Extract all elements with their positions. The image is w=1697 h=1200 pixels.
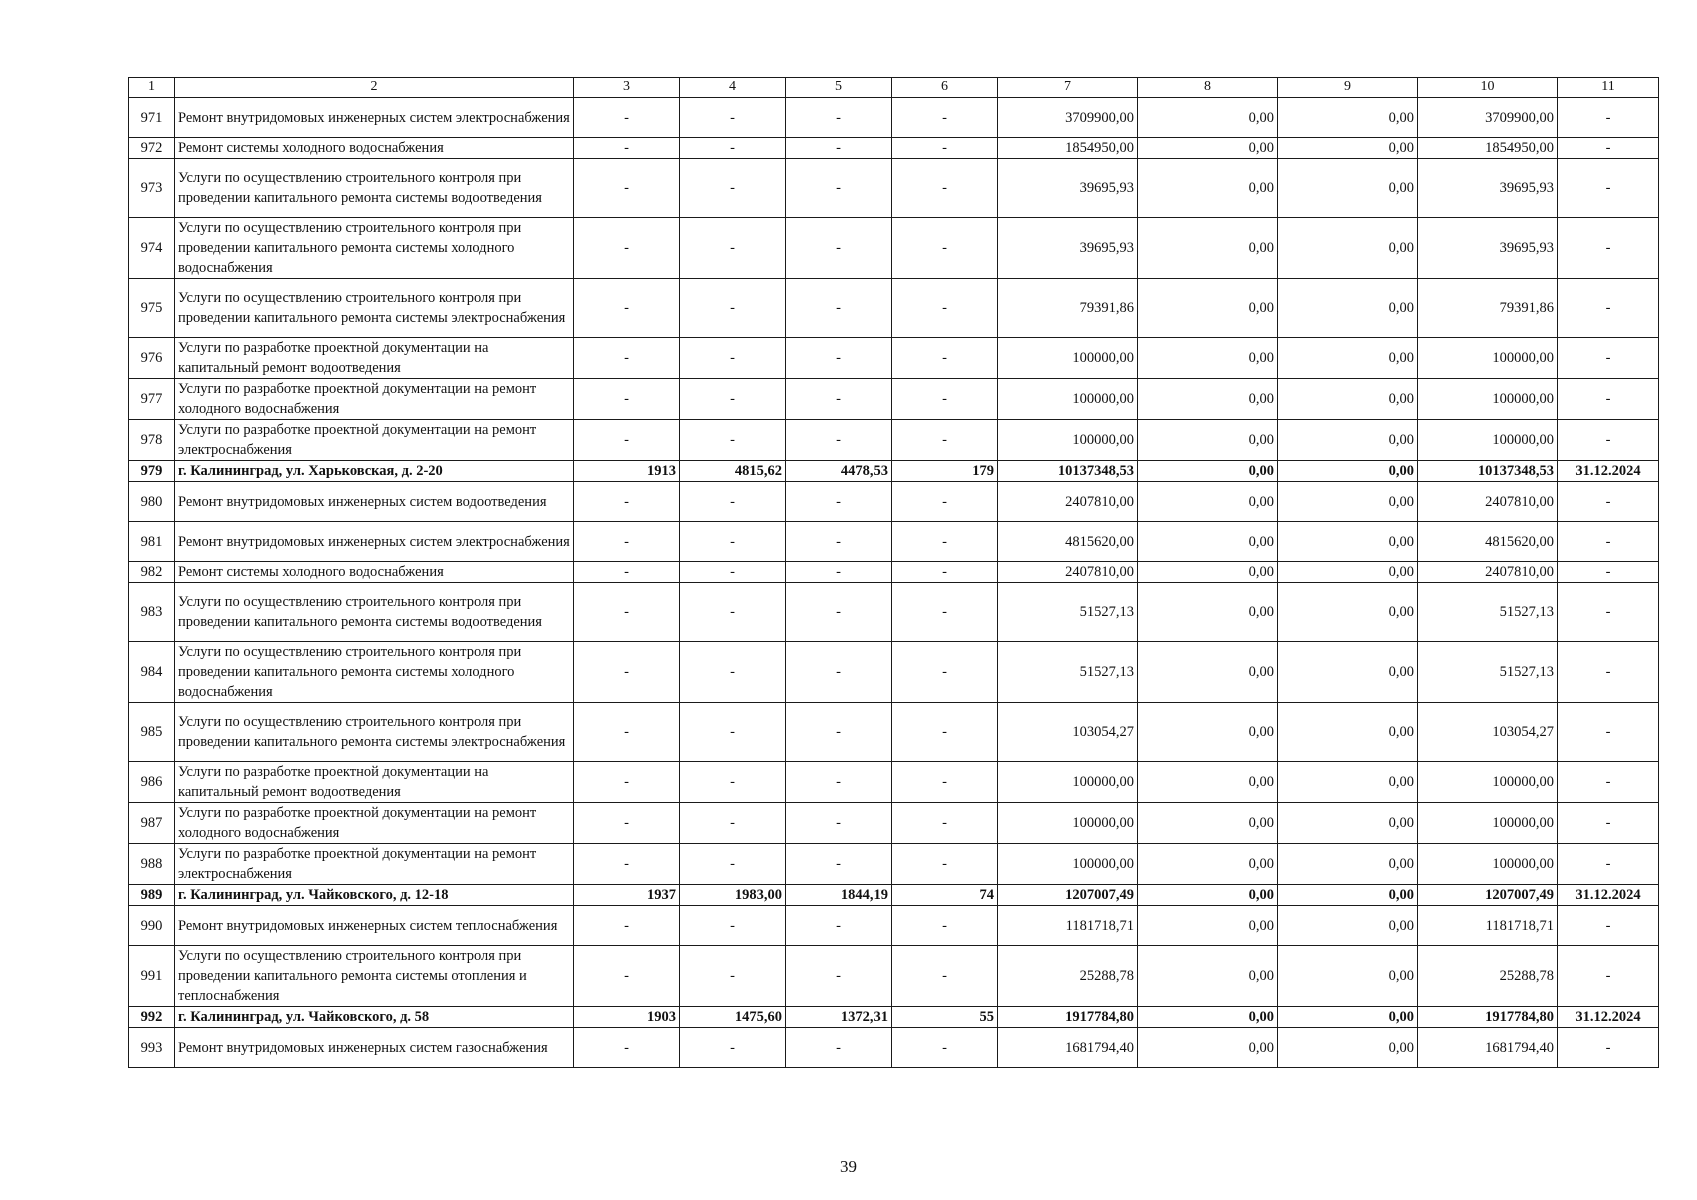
col8-cell: 0,00 — [1138, 279, 1278, 338]
col10-cell: 1681794,40 — [1418, 1028, 1558, 1068]
table-row — [129, 583, 1659, 642]
col6-cell: 74 — [892, 885, 998, 906]
col3-cell: - — [574, 946, 680, 1007]
col11-cell: - — [1558, 762, 1659, 803]
row-number-cell: 978 — [129, 420, 175, 461]
table-row — [129, 98, 1659, 138]
col6-cell: - — [892, 946, 998, 1007]
table-row — [129, 420, 1659, 461]
col4-cell: - — [680, 379, 786, 420]
col6-cell: - — [892, 642, 998, 703]
col5-cell: - — [786, 522, 892, 562]
col6-cell: 55 — [892, 1007, 998, 1028]
work-name-cell: Услуги по осуществлению строительного контроля при проведении капитального ремонта системы электроснабжения — [175, 279, 574, 338]
col7-cell: 3709900,00 — [998, 98, 1138, 138]
work-name-cell: Ремонт системы холодного водоснабжения — [175, 562, 574, 583]
col7-cell: 4815620,00 — [998, 522, 1138, 562]
col6-cell: - — [892, 482, 998, 522]
work-name-cell: Услуги по разработке проектной документации на ремонт электроснабжения — [175, 420, 574, 461]
work-name-cell: Услуги по разработке проектной документации на капитальный ремонт водоотведения — [175, 338, 574, 379]
col3-cell: - — [574, 562, 680, 583]
work-name-cell: Ремонт внутридомовых инженерных систем теплоснабжения — [175, 906, 574, 946]
col11-cell: - — [1558, 279, 1659, 338]
col8-cell: 0,00 — [1138, 98, 1278, 138]
col9-cell: 0,00 — [1278, 420, 1418, 461]
row-number-cell: 986 — [129, 762, 175, 803]
row-number-cell: 984 — [129, 642, 175, 703]
col11-cell: - — [1558, 583, 1659, 642]
col3-cell: - — [574, 482, 680, 522]
address-row — [129, 461, 1659, 482]
col8-cell: 0,00 — [1138, 218, 1278, 279]
col4-cell: - — [680, 583, 786, 642]
col7-cell: 103054,27 — [998, 703, 1138, 762]
col10-cell: 1181718,71 — [1418, 906, 1558, 946]
row-number-cell: 983 — [129, 583, 175, 642]
col11-cell: - — [1558, 420, 1659, 461]
col4-cell: - — [680, 218, 786, 279]
col4-cell: 1983,00 — [680, 885, 786, 906]
col4-cell: - — [680, 762, 786, 803]
col6-cell: - — [892, 906, 998, 946]
table-row — [129, 642, 1659, 703]
col8-cell: 0,00 — [1138, 803, 1278, 844]
col10-cell: 1207007,49 — [1418, 885, 1558, 906]
header-cell: 7 — [998, 78, 1138, 98]
col5-cell: - — [786, 482, 892, 522]
col3-cell: - — [574, 138, 680, 159]
header-cell: 1 — [129, 78, 175, 98]
header-cell: 2 — [175, 78, 574, 98]
header-cell: 3 — [574, 78, 680, 98]
row-number-cell: 971 — [129, 98, 175, 138]
col9-cell: 0,00 — [1278, 906, 1418, 946]
col11-cell: - — [1558, 844, 1659, 885]
col11-cell: - — [1558, 906, 1659, 946]
col6-cell: - — [892, 562, 998, 583]
work-name-cell: Ремонт внутридомовых инженерных систем электроснабжения — [175, 98, 574, 138]
header-cell: 10 — [1418, 78, 1558, 98]
col7-cell: 100000,00 — [998, 844, 1138, 885]
col8-cell: 0,00 — [1138, 906, 1278, 946]
col4-cell: - — [680, 279, 786, 338]
col7-cell: 51527,13 — [998, 642, 1138, 703]
col5-cell: - — [786, 803, 892, 844]
col3-cell: - — [574, 522, 680, 562]
col4-cell: - — [680, 420, 786, 461]
page-number: 39 — [840, 1157, 857, 1176]
col10-cell: 100000,00 — [1418, 762, 1558, 803]
col3-cell: 1903 — [574, 1007, 680, 1028]
col9-cell: 0,00 — [1278, 946, 1418, 1007]
col10-cell: 79391,86 — [1418, 279, 1558, 338]
header-cell: 9 — [1278, 78, 1418, 98]
col8-cell: 0,00 — [1138, 461, 1278, 482]
col5-cell: - — [786, 98, 892, 138]
col4-cell: - — [680, 1028, 786, 1068]
work-name-cell: Услуги по разработке проектной документации на ремонт холодного водоснабжения — [175, 379, 574, 420]
col10-cell: 100000,00 — [1418, 844, 1558, 885]
col4-cell: - — [680, 98, 786, 138]
col8-cell: 0,00 — [1138, 844, 1278, 885]
col11-cell: - — [1558, 703, 1659, 762]
col6-cell: - — [892, 218, 998, 279]
col6-cell: - — [892, 138, 998, 159]
header-cell: 8 — [1138, 78, 1278, 98]
col7-cell: 1181718,71 — [998, 906, 1138, 946]
table-body — [129, 78, 1659, 1068]
col9-cell: 0,00 — [1278, 583, 1418, 642]
col3-cell: - — [574, 218, 680, 279]
col6-cell: - — [892, 583, 998, 642]
col4-cell: - — [680, 946, 786, 1007]
col6-cell: - — [892, 338, 998, 379]
col11-cell: - — [1558, 522, 1659, 562]
col8-cell: 0,00 — [1138, 379, 1278, 420]
col7-cell: 10137348,53 — [998, 461, 1138, 482]
table-row — [129, 279, 1659, 338]
col11-cell: - — [1558, 159, 1659, 218]
column-number-header-row — [129, 78, 1659, 98]
work-name-cell: г. Калининград, ул. Чайковского, д. 12-18 — [175, 885, 574, 906]
col10-cell: 1854950,00 — [1418, 138, 1558, 159]
row-number-cell: 989 — [129, 885, 175, 906]
col9-cell: 0,00 — [1278, 703, 1418, 762]
col5-cell: - — [786, 583, 892, 642]
col9-cell: 0,00 — [1278, 762, 1418, 803]
col5-cell: 1372,31 — [786, 1007, 892, 1028]
col3-cell: 1913 — [574, 461, 680, 482]
work-name-cell: Услуги по разработке проектной документации на ремонт холодного водоснабжения — [175, 803, 574, 844]
col5-cell: - — [786, 138, 892, 159]
col4-cell: - — [680, 522, 786, 562]
col10-cell: 103054,27 — [1418, 703, 1558, 762]
col8-cell: 0,00 — [1138, 762, 1278, 803]
col7-cell: 100000,00 — [998, 803, 1138, 844]
col6-cell: - — [892, 522, 998, 562]
table-row — [129, 482, 1659, 522]
work-name-cell: Услуги по осуществлению строительного контроля при проведении капитального ремонта системы холодного водоснабжения — [175, 218, 574, 279]
header-cell: 11 — [1558, 78, 1659, 98]
col6-cell: 179 — [892, 461, 998, 482]
col8-cell: 0,00 — [1138, 1028, 1278, 1068]
row-number-cell: 987 — [129, 803, 175, 844]
col6-cell: - — [892, 844, 998, 885]
col7-cell: 39695,93 — [998, 159, 1138, 218]
col5-cell: 4478,53 — [786, 461, 892, 482]
col5-cell: - — [786, 159, 892, 218]
row-number-cell: 982 — [129, 562, 175, 583]
header-cell: 6 — [892, 78, 998, 98]
col9-cell: 0,00 — [1278, 1028, 1418, 1068]
col5-cell: - — [786, 1028, 892, 1068]
col4-cell: - — [680, 703, 786, 762]
col10-cell: 100000,00 — [1418, 379, 1558, 420]
row-number-cell: 988 — [129, 844, 175, 885]
table-row — [129, 338, 1659, 379]
col5-cell: - — [786, 642, 892, 703]
table-row — [129, 762, 1659, 803]
col3-cell: - — [574, 906, 680, 946]
col7-cell: 51527,13 — [998, 583, 1138, 642]
col4-cell: - — [680, 338, 786, 379]
col9-cell: 0,00 — [1278, 642, 1418, 703]
col8-cell: 0,00 — [1138, 946, 1278, 1007]
col7-cell: 1854950,00 — [998, 138, 1138, 159]
col11-cell: - — [1558, 338, 1659, 379]
col10-cell: 3709900,00 — [1418, 98, 1558, 138]
col10-cell: 10137348,53 — [1418, 461, 1558, 482]
work-name-cell: г. Калининград, ул. Чайковского, д. 58 — [175, 1007, 574, 1028]
col10-cell: 39695,93 — [1418, 159, 1558, 218]
col11-cell: - — [1558, 803, 1659, 844]
row-number-cell: 985 — [129, 703, 175, 762]
col10-cell: 100000,00 — [1418, 420, 1558, 461]
col5-cell: - — [786, 218, 892, 279]
col5-cell: - — [786, 562, 892, 583]
col6-cell: - — [892, 703, 998, 762]
row-number-cell: 990 — [129, 906, 175, 946]
row-number-cell: 979 — [129, 461, 175, 482]
col10-cell: 2407810,00 — [1418, 562, 1558, 583]
col9-cell: 0,00 — [1278, 844, 1418, 885]
col6-cell: - — [892, 420, 998, 461]
col4-cell: - — [680, 138, 786, 159]
col3-cell: - — [574, 338, 680, 379]
col6-cell: - — [892, 762, 998, 803]
col3-cell: - — [574, 379, 680, 420]
col3-cell: 1937 — [574, 885, 680, 906]
col6-cell: - — [892, 803, 998, 844]
col11-cell: 31.12.2024 — [1558, 885, 1659, 906]
col8-cell: 0,00 — [1138, 482, 1278, 522]
row-number-cell: 973 — [129, 159, 175, 218]
work-name-cell: Ремонт системы холодного водоснабжения — [175, 138, 574, 159]
col7-cell: 1917784,80 — [998, 1007, 1138, 1028]
work-name-cell: Услуги по осуществлению строительного контроля при проведении капитального ремонта системы водоотведения — [175, 159, 574, 218]
col7-cell: 2407810,00 — [998, 562, 1138, 583]
col4-cell: 4815,62 — [680, 461, 786, 482]
col10-cell: 4815620,00 — [1418, 522, 1558, 562]
col8-cell: 0,00 — [1138, 885, 1278, 906]
table-row — [129, 138, 1659, 159]
table-row — [129, 522, 1659, 562]
col8-cell: 0,00 — [1138, 642, 1278, 703]
table-row — [129, 218, 1659, 279]
address-row — [129, 1007, 1659, 1028]
col3-cell: - — [574, 703, 680, 762]
col9-cell: 0,00 — [1278, 562, 1418, 583]
col9-cell: 0,00 — [1278, 482, 1418, 522]
header-cell: 4 — [680, 78, 786, 98]
col11-cell: - — [1558, 642, 1659, 703]
col5-cell: - — [786, 279, 892, 338]
col8-cell: 0,00 — [1138, 703, 1278, 762]
col10-cell: 39695,93 — [1418, 218, 1558, 279]
row-number-cell: 976 — [129, 338, 175, 379]
col9-cell: 0,00 — [1278, 461, 1418, 482]
col5-cell: - — [786, 703, 892, 762]
col11-cell: 31.12.2024 — [1558, 1007, 1659, 1028]
work-name-cell: Услуги по разработке проектной документации на капитальный ремонт водоотведения — [175, 762, 574, 803]
col8-cell: 0,00 — [1138, 338, 1278, 379]
table-row — [129, 946, 1659, 1007]
table-row — [129, 562, 1659, 583]
row-number-cell: 974 — [129, 218, 175, 279]
col6-cell: - — [892, 379, 998, 420]
work-name-cell: г. Калининград, ул. Харьковская, д. 2-20 — [175, 461, 574, 482]
col7-cell: 2407810,00 — [998, 482, 1138, 522]
col4-cell: - — [680, 906, 786, 946]
col9-cell: 0,00 — [1278, 138, 1418, 159]
col9-cell: 0,00 — [1278, 885, 1418, 906]
row-number-cell: 981 — [129, 522, 175, 562]
col9-cell: 0,00 — [1278, 803, 1418, 844]
col7-cell: 100000,00 — [998, 338, 1138, 379]
col5-cell: - — [786, 844, 892, 885]
col11-cell: - — [1558, 1028, 1659, 1068]
table-row — [129, 906, 1659, 946]
col9-cell: 0,00 — [1278, 218, 1418, 279]
col3-cell: - — [574, 583, 680, 642]
col7-cell: 100000,00 — [998, 379, 1138, 420]
col4-cell: - — [680, 803, 786, 844]
col10-cell: 1917784,80 — [1418, 1007, 1558, 1028]
col4-cell: - — [680, 159, 786, 218]
col9-cell: 0,00 — [1278, 98, 1418, 138]
col4-cell: - — [680, 482, 786, 522]
col8-cell: 0,00 — [1138, 1007, 1278, 1028]
work-name-cell: Услуги по осуществлению строительного контроля при проведении капитального ремонта системы отопления и теплоснабжения — [175, 946, 574, 1007]
col4-cell: - — [680, 562, 786, 583]
col5-cell: - — [786, 420, 892, 461]
col11-cell: 31.12.2024 — [1558, 461, 1659, 482]
col6-cell: - — [892, 279, 998, 338]
row-number-cell: 972 — [129, 138, 175, 159]
col6-cell: - — [892, 159, 998, 218]
col10-cell: 100000,00 — [1418, 338, 1558, 379]
col9-cell: 0,00 — [1278, 522, 1418, 562]
table-row — [129, 1028, 1659, 1068]
row-number-cell: 980 — [129, 482, 175, 522]
col9-cell: 0,00 — [1278, 279, 1418, 338]
repair-schedule-table — [128, 77, 1659, 1068]
work-name-cell: Ремонт внутридомовых инженерных систем электроснабжения — [175, 522, 574, 562]
col11-cell: - — [1558, 138, 1659, 159]
row-number-cell: 975 — [129, 279, 175, 338]
col7-cell: 1207007,49 — [998, 885, 1138, 906]
table-row — [129, 379, 1659, 420]
col7-cell: 79391,86 — [998, 279, 1138, 338]
col6-cell: - — [892, 1028, 998, 1068]
work-name-cell: Ремонт внутридомовых инженерных систем газоснабжения — [175, 1028, 574, 1068]
col8-cell: 0,00 — [1138, 138, 1278, 159]
col7-cell: 100000,00 — [998, 762, 1138, 803]
col11-cell: - — [1558, 946, 1659, 1007]
col3-cell: - — [574, 803, 680, 844]
col11-cell: - — [1558, 218, 1659, 279]
table-row — [129, 803, 1659, 844]
col3-cell: - — [574, 420, 680, 461]
row-number-cell: 977 — [129, 379, 175, 420]
row-number-cell: 992 — [129, 1007, 175, 1028]
col3-cell: - — [574, 159, 680, 218]
col9-cell: 0,00 — [1278, 338, 1418, 379]
col3-cell: - — [574, 1028, 680, 1068]
work-name-cell: Ремонт внутридомовых инженерных систем водоотведения — [175, 482, 574, 522]
table-row — [129, 159, 1659, 218]
col7-cell: 25288,78 — [998, 946, 1138, 1007]
col3-cell: - — [574, 844, 680, 885]
col3-cell: - — [574, 642, 680, 703]
col8-cell: 0,00 — [1138, 583, 1278, 642]
col11-cell: - — [1558, 482, 1659, 522]
col10-cell: 51527,13 — [1418, 642, 1558, 703]
col4-cell: - — [680, 642, 786, 703]
col4-cell: - — [680, 844, 786, 885]
col7-cell: 39695,93 — [998, 218, 1138, 279]
address-row — [129, 885, 1659, 906]
col5-cell: - — [786, 762, 892, 803]
table-row — [129, 844, 1659, 885]
col5-cell: 1844,19 — [786, 885, 892, 906]
col7-cell: 1681794,40 — [998, 1028, 1138, 1068]
col3-cell: - — [574, 279, 680, 338]
header-cell: 5 — [786, 78, 892, 98]
col8-cell: 0,00 — [1138, 420, 1278, 461]
col5-cell: - — [786, 338, 892, 379]
col8-cell: 0,00 — [1138, 562, 1278, 583]
col7-cell: 100000,00 — [998, 420, 1138, 461]
work-name-cell: Услуги по осуществлению строительного контроля при проведении капитального ремонта системы водоотведения — [175, 583, 574, 642]
col9-cell: 0,00 — [1278, 379, 1418, 420]
col9-cell: 0,00 — [1278, 1007, 1418, 1028]
col5-cell: - — [786, 906, 892, 946]
col5-cell: - — [786, 946, 892, 1007]
col5-cell: - — [786, 379, 892, 420]
col10-cell: 25288,78 — [1418, 946, 1558, 1007]
row-number-cell: 991 — [129, 946, 175, 1007]
col11-cell: - — [1558, 98, 1659, 138]
col8-cell: 0,00 — [1138, 522, 1278, 562]
table-row — [129, 703, 1659, 762]
col8-cell: 0,00 — [1138, 159, 1278, 218]
work-name-cell: Услуги по разработке проектной документации на ремонт электроснабжения — [175, 844, 574, 885]
row-number-cell: 993 — [129, 1028, 175, 1068]
col9-cell: 0,00 — [1278, 159, 1418, 218]
col3-cell: - — [574, 762, 680, 803]
col10-cell: 51527,13 — [1418, 583, 1558, 642]
col4-cell: 1475,60 — [680, 1007, 786, 1028]
work-name-cell: Услуги по осуществлению строительного контроля при проведении капитального ремонта системы электроснабжения — [175, 703, 574, 762]
col3-cell: - — [574, 98, 680, 138]
col10-cell: 2407810,00 — [1418, 482, 1558, 522]
col11-cell: - — [1558, 562, 1659, 583]
col6-cell: - — [892, 98, 998, 138]
col10-cell: 100000,00 — [1418, 803, 1558, 844]
work-name-cell: Услуги по осуществлению строительного контроля при проведении капитального ремонта системы холодного водоснабжения — [175, 642, 574, 703]
col11-cell: - — [1558, 379, 1659, 420]
